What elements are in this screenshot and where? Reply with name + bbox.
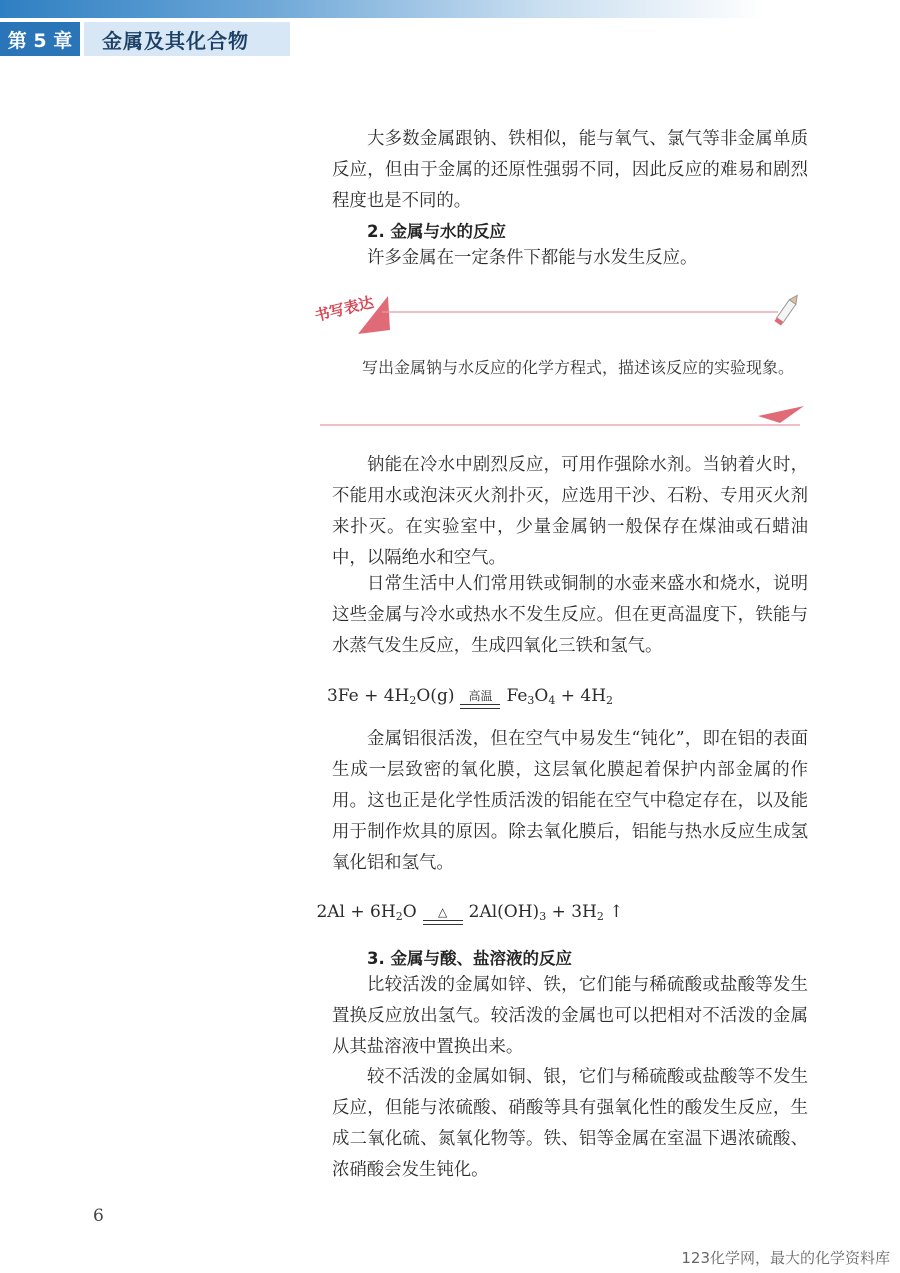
pencil-icon (774, 293, 800, 325)
writing-box-text: 写出金属钠与水反应的化学方程式，描述该反应的实验现象。 (362, 358, 795, 377)
reaction-condition-high-temp: 高温 (460, 689, 500, 709)
paragraph-iron-steam: 日常生活中人们常用铁或铜制的水壶来盛水和烧水，说明这些金属与冷水或热水不发生反应。但在更高温度下，铁能与水蒸气发生反应，生成四氧化三铁和氢气。 (332, 574, 808, 656)
writing-box-tag: 书写表达 (312, 292, 376, 325)
paragraph-active-metals: 比较活泼的金属如锌、铁，它们能与稀硫酸或盐酸等发生置换反应放出氢气。较活泼的金属也可以把相对不活泼的金属从其盐溶液中置换出来。 (332, 975, 808, 1057)
reaction-condition-heat: △ (423, 905, 463, 925)
gas-up-arrow-icon: ↑ (603, 902, 624, 922)
writing-expression-box (310, 290, 810, 430)
paragraph-aluminum-passivation: 金属铝很活泼，但在空气中易发生“钝化”，即在铝的表面生成一层致密的氧化膜，这层氧化膜起着保护内部金属的作用。这也正是化学性质活泼的铝能在空气中稳定存在，以及能用于制作炊具的原因。除去氧化膜后，铝能与热水反应生成氢氧化铝和氢气。 (332, 729, 808, 873)
bottom-corner-shape (758, 406, 804, 423)
section-heading-acid-salt: 3. 金属与酸、盐溶液的反应 (367, 949, 572, 968)
chapter-title: 金属及其化合物 (84, 22, 290, 56)
paragraph-metals-oxygen: 大多数金属跟钠、铁相似，能与氧气、氯气等非金属单质反应，但由于金属的还原性强弱不同，因此反应的难易和剧烈程度也是不同的。 (332, 129, 808, 211)
equation-iron-steam: $3Fe + 4H_2O(g)$ 高温 $Fe_3O_4 + 4H_2$ (326, 686, 614, 707)
paragraph-sodium-water: 钠能在冷水中剧烈反应，可用作强除水剂。当钠着火时，不能用水或泡沫灭火剂扑灭，应选用干沙、石粉、专用灭火剂来扑灭。在实验室中，少量金属钠一般保存在煤油或石蜡油中，以隔绝水和空气。 (332, 455, 808, 568)
paragraph-water-intro: 许多金属在一定条件下都能与水发生反应。 (367, 248, 698, 268)
page-number: 6 (93, 1206, 104, 1226)
equation-aluminum-water: $2Al + 6H_2O$ △ $2Al(OH)_3 + 3H_2$ ↑ (316, 902, 624, 923)
section-heading-water: 2. 金属与水的反应 (367, 222, 506, 241)
chapter-badge: 第 5 章 (0, 22, 80, 56)
paragraph-inactive-metals: 较不活泼的金属如铜、银，它们与稀硫酸或盐酸等不发生反应，但能与浓硫酸、硝酸等具有强氧化性的酸发生反应，生成二氧化硫、氮氧化物等。铁、铝等金属在室温下遇浓硫酸、浓硝酸会发生钝化。 (332, 1067, 808, 1180)
watermark: 123化学网，最大的化学资料库 (681, 1249, 890, 1267)
header-gradient-bar (0, 0, 900, 18)
